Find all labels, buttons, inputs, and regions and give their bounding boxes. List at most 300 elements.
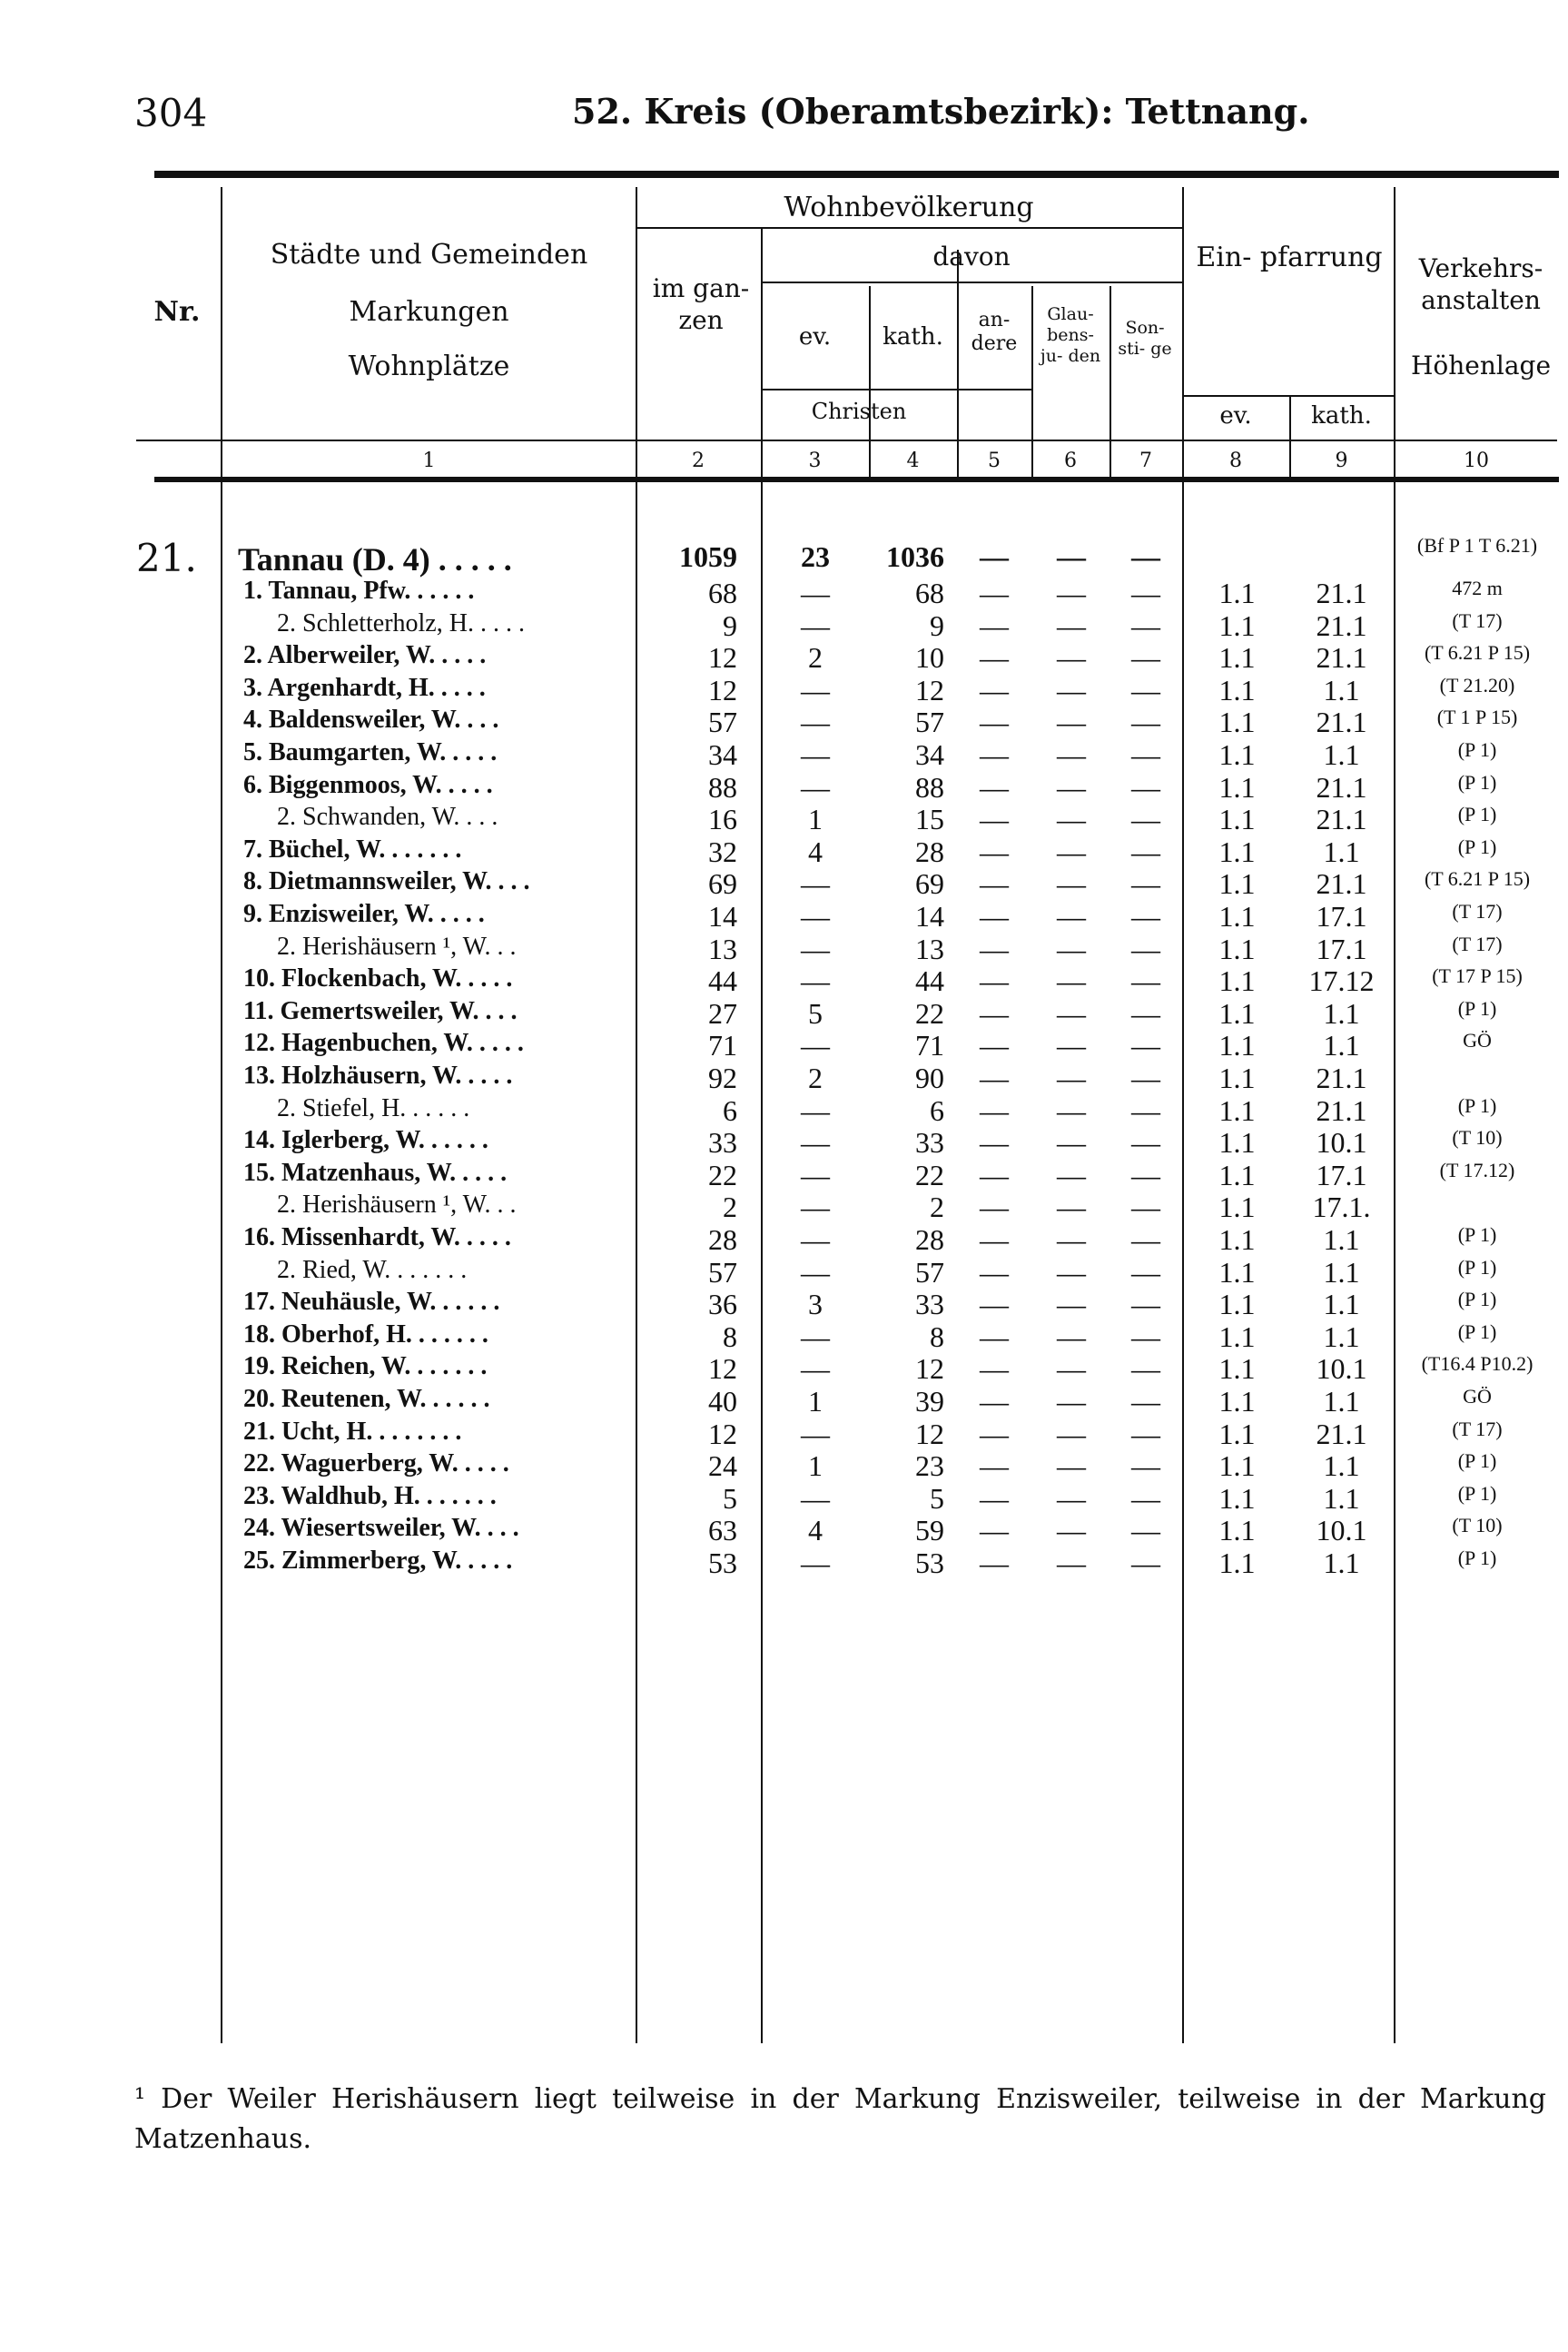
cell-andere: —	[980, 1255, 1009, 1289]
cell-total: 69	[708, 867, 737, 901]
col-number: 6	[1064, 450, 1077, 472]
cell-kath: 28	[915, 835, 944, 868]
cell-juden: —	[1057, 996, 1086, 1030]
cell-sonst: —	[1131, 1352, 1160, 1386]
cell-juden: —	[1057, 1158, 1086, 1191]
cell-andere: —	[980, 1319, 1009, 1353]
cell-ev: —	[801, 867, 830, 901]
cell-pev: 1.1	[1218, 738, 1256, 771]
table-row	[0, 1159, 1568, 1191]
cell-andere: —	[980, 900, 1009, 933]
cell-verk: (P 1)	[1457, 835, 1497, 858]
row-name: 8. Dietmannsweiler, W. . . .	[243, 867, 530, 896]
cell-kath: 68	[915, 577, 944, 609]
row-name: 11. Gemertsweiler, W. . . .	[243, 996, 518, 1025]
table-row	[0, 900, 1568, 933]
cell-andere: —	[980, 673, 1009, 707]
cell-pev: 1.1	[1218, 1158, 1256, 1191]
cell-sonst: —	[1131, 900, 1160, 933]
cell-total: 9	[723, 608, 737, 642]
cell-verk: GÖ	[1463, 1385, 1492, 1408]
cell-verk: GÖ	[1463, 1029, 1492, 1052]
cell-juden: —	[1057, 1223, 1086, 1256]
cell-andere: —	[980, 1514, 1009, 1547]
cell-kath: 12	[915, 1352, 944, 1386]
cell-juden: —	[1057, 608, 1086, 642]
row-name: 16. Missenhardt, W. . . . .	[243, 1223, 511, 1251]
cell-sonst: —	[1131, 1191, 1160, 1224]
cell-sonst: —	[1131, 540, 1160, 573]
table-row	[0, 803, 1568, 835]
cell-andere: —	[980, 608, 1009, 642]
cell-verk: (T 17)	[1452, 608, 1503, 632]
cell-verk: (Bf P 1 T 6.21)	[1416, 534, 1538, 557]
cell-ev: —	[801, 1029, 830, 1062]
cell-kath: 5	[930, 1481, 944, 1515]
cell-sonst: —	[1131, 673, 1160, 707]
cell-pev: 1.1	[1218, 1547, 1256, 1579]
cell-verk: 472 m	[1452, 577, 1503, 599]
cell-pev: 1.1	[1218, 706, 1256, 739]
cell-sonst: —	[1131, 577, 1160, 609]
cell-ev: —	[801, 1352, 830, 1386]
cell-juden: —	[1057, 867, 1086, 901]
cell-ev: —	[801, 1417, 830, 1450]
cell-andere: —	[980, 1158, 1009, 1191]
cell-total: 6	[723, 1093, 737, 1127]
cell-juden: —	[1057, 1547, 1086, 1579]
cell-pkath: 21.1	[1316, 803, 1367, 836]
header-davon: davon	[932, 242, 1011, 272]
cell-sonst: —	[1131, 770, 1160, 804]
cell-ev: 1	[808, 803, 823, 836]
cell-pev: 1.1	[1218, 577, 1256, 609]
cell-sonst: —	[1131, 1417, 1160, 1450]
section-number: 21.	[136, 536, 197, 580]
cell-pkath: 17.1.	[1312, 1191, 1371, 1224]
cell-kath: 34	[915, 738, 944, 771]
col-number: 3	[808, 450, 822, 472]
cell-ev: 5	[808, 996, 823, 1030]
table-row	[0, 1062, 1568, 1094]
row-name: 2. Herishäusern ¹, W. . .	[277, 932, 517, 961]
cell-verk: (P 1)	[1457, 1449, 1497, 1473]
top-rule	[154, 171, 1559, 178]
header-verkehr: Verkehrs- anstalten	[1418, 253, 1543, 315]
table-row	[0, 738, 1568, 771]
cell-verk: (T 1 P 15)	[1436, 706, 1518, 729]
cell-verk: (T 17)	[1452, 1417, 1503, 1440]
header-names-2: Markungen	[349, 296, 509, 328]
col-number: 5	[988, 450, 1001, 472]
cell-pkath: 21.1	[1316, 1417, 1367, 1450]
cell-pev: 1.1	[1218, 1319, 1256, 1353]
cell-verk: (T 17 P 15)	[1432, 964, 1523, 988]
cell-kath: 88	[915, 770, 944, 804]
table-row	[0, 1126, 1568, 1159]
cell-total: 5	[723, 1481, 737, 1515]
cell-sonst: —	[1131, 1093, 1160, 1127]
cell-kath: 15	[915, 803, 944, 836]
cell-pkath: 21.1	[1316, 706, 1367, 739]
cell-total: 57	[708, 1255, 737, 1289]
row-name: 10. Flockenbach, W. . . . .	[243, 964, 513, 993]
cell-pkath: 1.1	[1323, 1223, 1360, 1256]
cell-pev: 1.1	[1218, 1093, 1256, 1127]
table-row	[0, 609, 1568, 642]
cell-juden: —	[1057, 1255, 1086, 1289]
table-row	[0, 706, 1568, 738]
cell-total: 36	[708, 1288, 737, 1321]
header-sonstige: Son- sti- ge	[1118, 318, 1172, 359]
cell-juden: —	[1057, 1288, 1086, 1321]
cell-total: 71	[708, 1029, 737, 1062]
table-row	[0, 771, 1568, 804]
table-row	[0, 933, 1568, 965]
cell-verk: (T16.4 P10.2)	[1421, 1352, 1533, 1376]
cell-pkath: 21.1	[1316, 577, 1367, 609]
table-row	[0, 1418, 1568, 1450]
cell-kath: 44	[915, 964, 944, 998]
row-name: 2. Ried, W. . . . . . .	[277, 1255, 468, 1284]
cell-pkath: 21.1	[1316, 770, 1367, 804]
cell-juden: —	[1057, 1514, 1086, 1547]
table-row	[0, 1320, 1568, 1353]
footnote: ¹ Der Weiler Herishäusern liegt teilweise in der Markung Enzisweiler, teilweise in der Markung Matzenhaus.	[134, 2083, 1546, 2155]
cell-verk: (T 6.21 P 15)	[1424, 641, 1531, 665]
cell-pev: 1.1	[1218, 1514, 1256, 1547]
cell-pkath: 21.1	[1316, 641, 1367, 675]
cell-kath: 28	[915, 1223, 944, 1256]
cell-juden: —	[1057, 770, 1086, 804]
cell-sonst: —	[1131, 1319, 1160, 1353]
header-ein-ev: ev.	[1219, 402, 1252, 430]
cell-kath: 12	[915, 673, 944, 707]
cell-verk: (P 1)	[1457, 770, 1497, 794]
cell-juden: —	[1057, 1062, 1086, 1094]
cell-verk: (T 17.12)	[1439, 1158, 1515, 1181]
cell-total: 24	[708, 1449, 737, 1483]
cell-ev: 4	[808, 835, 823, 868]
cell-pev: 1.1	[1218, 1288, 1256, 1321]
cell-kath: 8	[930, 1319, 944, 1353]
row-name: 21. Ucht, H. . . . . . . .	[243, 1417, 462, 1446]
table-row	[0, 1482, 1568, 1515]
cell-pkath: 1.1	[1323, 1385, 1360, 1418]
cell-verk: (T 21.20)	[1439, 673, 1515, 697]
row-name: 18. Oberhof, H. . . . . . .	[243, 1319, 488, 1349]
cell-verk: (P 1)	[1457, 1319, 1497, 1343]
cell-total: 22	[708, 1158, 737, 1191]
cell-sonst: —	[1131, 1385, 1160, 1418]
cell-pkath: 1.1	[1323, 1029, 1360, 1062]
cell-pkath: 1.1	[1323, 996, 1360, 1030]
cell-total: 92	[708, 1062, 737, 1094]
cell-ev: —	[801, 1158, 830, 1191]
table-row	[0, 997, 1568, 1030]
cell-total: 32	[708, 835, 737, 868]
cell-juden: —	[1057, 803, 1086, 836]
cell-pkath: 10.1	[1316, 1514, 1367, 1547]
cell-verk: (P 1)	[1457, 1547, 1497, 1569]
cell-verk: (P 1)	[1457, 996, 1497, 1020]
cell-kath: 57	[915, 1255, 944, 1289]
cell-pev: 1.1	[1218, 1126, 1256, 1160]
header-line	[136, 440, 1557, 441]
row-name: 19. Reichen, W. . . . . . .	[243, 1352, 488, 1381]
row-name: 15. Matzenhaus, W. . . . .	[243, 1158, 508, 1187]
cell-kath: 33	[915, 1288, 944, 1321]
table-row	[0, 674, 1568, 707]
col-number: 9	[1335, 450, 1348, 472]
cell-pkath: 17.12	[1308, 964, 1375, 998]
cell-sonst: —	[1131, 835, 1160, 868]
cell-pev: 1.1	[1218, 867, 1256, 901]
header-ev: ev.	[798, 323, 832, 351]
cell-verk: (T 10)	[1452, 1126, 1503, 1150]
cell-pev: 1.1	[1218, 1352, 1256, 1386]
table-row	[0, 1094, 1568, 1127]
cell-pkath: 21.1	[1316, 608, 1367, 642]
cell-sonst: —	[1131, 996, 1160, 1030]
cell-ev: 1	[808, 1449, 823, 1483]
cell-total: 57	[708, 706, 737, 739]
cell-juden: —	[1057, 1191, 1086, 1224]
row-name: 6. Biggenmoos, W. . . . .	[243, 770, 493, 799]
header-einpfarrung: Ein- pfarrung	[1196, 242, 1383, 273]
cell-andere: —	[980, 1223, 1009, 1256]
cell-pev: 1.1	[1218, 900, 1256, 933]
cell-total: 34	[708, 738, 737, 771]
cell-ev: 1	[808, 1385, 823, 1418]
cell-total: 88	[708, 770, 737, 804]
cell-juden: —	[1057, 1352, 1086, 1386]
cell-pkath: 1.1	[1323, 738, 1360, 771]
cell-juden: —	[1057, 1385, 1086, 1418]
cell-sonst: —	[1131, 1547, 1160, 1579]
cell-sonst: —	[1131, 964, 1160, 998]
table-row	[0, 577, 1568, 609]
cell-ev: —	[801, 1126, 830, 1160]
cell-pev: 1.1	[1218, 996, 1256, 1030]
cell-andere: —	[980, 770, 1009, 804]
col-number: 1	[422, 450, 436, 472]
header-hoehenlage: Höhenlage	[1410, 351, 1552, 380]
row-name: 9. Enzisweiler, W. . . . .	[243, 900, 485, 928]
col-number: 10	[1464, 450, 1489, 472]
cell-pev: 1.1	[1218, 803, 1256, 836]
cell-ev: —	[801, 738, 830, 771]
cell-total: 27	[708, 996, 737, 1030]
table-row	[0, 1352, 1568, 1385]
cell-juden: —	[1057, 1319, 1086, 1353]
page-title: 52. Kreis (Oberamtsbezirk): Tettnang.	[572, 91, 1310, 132]
cell-verk: (P 1)	[1457, 1255, 1497, 1279]
header-names-1: Städte und Gemeinden	[270, 239, 588, 271]
cell-total: 63	[708, 1514, 737, 1547]
cell-andere: —	[980, 738, 1009, 771]
row-name: 5. Baumgarten, W. . . . .	[243, 738, 498, 766]
cell-kath: 59	[915, 1514, 944, 1547]
header-line	[761, 389, 1031, 390]
cell-andere: —	[980, 835, 1009, 868]
table-row	[0, 534, 1568, 578]
cell-kath: 12	[915, 1417, 944, 1450]
cell-andere: —	[980, 1126, 1009, 1160]
cell-sonst: —	[1131, 1223, 1160, 1256]
cell-verk: (P 1)	[1457, 1223, 1497, 1246]
cell-juden: —	[1057, 932, 1086, 965]
cell-verk: (P 1)	[1457, 1093, 1497, 1117]
table-row	[0, 964, 1568, 997]
cell-sonst: —	[1131, 1158, 1160, 1191]
cell-pkath: 10.1	[1316, 1126, 1367, 1160]
table-row	[0, 1256, 1568, 1289]
cell-pev: 1.1	[1218, 835, 1256, 868]
header-names-3: Wohnplätze	[348, 351, 510, 382]
cell-sonst: —	[1131, 706, 1160, 739]
cell-kath: 14	[915, 900, 944, 933]
cell-kath: 57	[915, 706, 944, 739]
header-line	[1182, 395, 1394, 397]
cell-pkath: 1.1	[1323, 1255, 1360, 1289]
header-christen: Christen	[811, 399, 907, 424]
row-name: 2. Schletterholz, H. . . . .	[277, 608, 525, 637]
cell-kath: 53	[915, 1547, 944, 1579]
table-row	[0, 1385, 1568, 1418]
table-row	[0, 1449, 1568, 1482]
cell-ev: —	[801, 1481, 830, 1515]
cell-ev: 4	[808, 1514, 823, 1547]
header-andere: an- dere	[971, 309, 1018, 356]
cell-kath: 1036	[886, 540, 944, 573]
col-number: 2	[692, 450, 705, 472]
cell-pev: 1.1	[1218, 1417, 1256, 1450]
row-name: 17. Neuhäusle, W. . . . . .	[243, 1288, 500, 1317]
table-row	[0, 867, 1568, 900]
cell-pev: 1.1	[1218, 1223, 1256, 1256]
cell-kath: 2	[930, 1191, 944, 1224]
header-kath: kath.	[883, 323, 943, 351]
cell-sonst: —	[1131, 1481, 1160, 1515]
cell-andere: —	[980, 867, 1009, 901]
cell-kath: 90	[915, 1062, 944, 1094]
table-row	[0, 1029, 1568, 1062]
cell-juden: —	[1057, 738, 1086, 771]
cell-juden: —	[1057, 835, 1086, 868]
cell-pkath: 21.1	[1316, 1062, 1367, 1094]
cell-pev: 1.1	[1218, 1449, 1256, 1483]
cell-juden: —	[1057, 1093, 1086, 1127]
cell-juden: —	[1057, 641, 1086, 675]
cell-andere: —	[980, 964, 1009, 998]
cell-sonst: —	[1131, 1449, 1160, 1483]
cell-ev: —	[801, 577, 830, 609]
cell-pev: 1.1	[1218, 964, 1256, 998]
cell-verk: (P 1)	[1457, 1481, 1497, 1505]
row-name: 13. Holzhäusern, W. . . . .	[243, 1062, 513, 1090]
cell-verk: (P 1)	[1457, 738, 1497, 761]
cell-total: 68	[708, 577, 737, 609]
cell-kath: 69	[915, 867, 944, 901]
cell-pkath: 1.1	[1323, 1481, 1360, 1515]
cell-kath: 23	[915, 1449, 944, 1483]
cell-sonst: —	[1131, 1288, 1160, 1321]
cell-total: 1059	[679, 540, 737, 573]
cell-sonst: —	[1131, 1126, 1160, 1160]
cell-pkath: 1.1	[1323, 835, 1360, 868]
row-name: 2. Schwanden, W. . . .	[277, 803, 498, 832]
cell-verk: (T 10)	[1452, 1514, 1503, 1537]
table-row	[0, 835, 1568, 868]
cell-andere: —	[980, 1385, 1009, 1418]
row-name: 2. Alberweiler, W. . . . .	[243, 641, 487, 670]
cell-ev: —	[801, 706, 830, 739]
cell-andere: —	[980, 932, 1009, 965]
header-line	[636, 227, 1182, 229]
cell-pev: 1.1	[1218, 608, 1256, 642]
cell-sonst: —	[1131, 803, 1160, 836]
cell-andere: —	[980, 1093, 1009, 1127]
cell-andere: —	[980, 996, 1009, 1030]
cell-kath: 22	[915, 996, 944, 1030]
cell-total: 28	[708, 1223, 737, 1256]
cell-juden: —	[1057, 964, 1086, 998]
row-name: 3. Argenhardt, H. . . . .	[243, 673, 486, 702]
cell-kath: 22	[915, 1158, 944, 1191]
cell-sonst: —	[1131, 1062, 1160, 1094]
cell-ev: —	[801, 1547, 830, 1579]
cell-ev: 3	[808, 1288, 823, 1321]
cell-sonst: —	[1131, 1029, 1160, 1062]
cell-andere: —	[980, 1029, 1009, 1062]
cell-pkath: 1.1	[1323, 673, 1360, 707]
cell-ev: —	[801, 608, 830, 642]
row-name: 2. Stiefel, H. . . . . .	[277, 1093, 470, 1122]
row-name: 23. Waldhub, H. . . . . . .	[243, 1481, 497, 1510]
cell-ev: 2	[808, 1062, 823, 1094]
cell-pkath: 17.1	[1316, 1158, 1367, 1191]
cell-sonst: —	[1131, 1255, 1160, 1289]
cell-andere: —	[980, 1417, 1009, 1450]
cell-pkath: 1.1	[1323, 1547, 1360, 1579]
cell-total: 53	[708, 1547, 737, 1579]
col-number: 8	[1229, 450, 1242, 472]
cell-kath: 33	[915, 1126, 944, 1160]
row-name: 24. Wiesertsweiler, W. . . .	[243, 1514, 519, 1543]
cell-juden: —	[1057, 577, 1086, 609]
cell-andere: —	[980, 641, 1009, 675]
cell-pev: 1.1	[1218, 1385, 1256, 1418]
cell-ev: —	[801, 932, 830, 965]
cell-pkath: 10.1	[1316, 1352, 1367, 1386]
cell-andere: —	[980, 1547, 1009, 1579]
row-name: 22. Waguerberg, W. . . . .	[243, 1449, 509, 1478]
cell-pev: 1.1	[1218, 770, 1256, 804]
cell-sonst: —	[1131, 641, 1160, 675]
cell-juden: —	[1057, 900, 1086, 933]
cell-pev: 1.1	[1218, 673, 1256, 707]
col-number: 4	[906, 450, 920, 472]
table-row	[0, 1191, 1568, 1223]
cell-andere: —	[980, 1062, 1009, 1094]
cell-andere: —	[980, 803, 1009, 836]
cell-total: 12	[708, 673, 737, 707]
cell-kath: 9	[930, 608, 944, 642]
col-divider	[957, 250, 959, 481]
header-glaubensjuden: Glau- bens- ju- den	[1040, 304, 1101, 366]
row-name: 1. Tannau, Pfw. . . . . .	[243, 577, 475, 605]
